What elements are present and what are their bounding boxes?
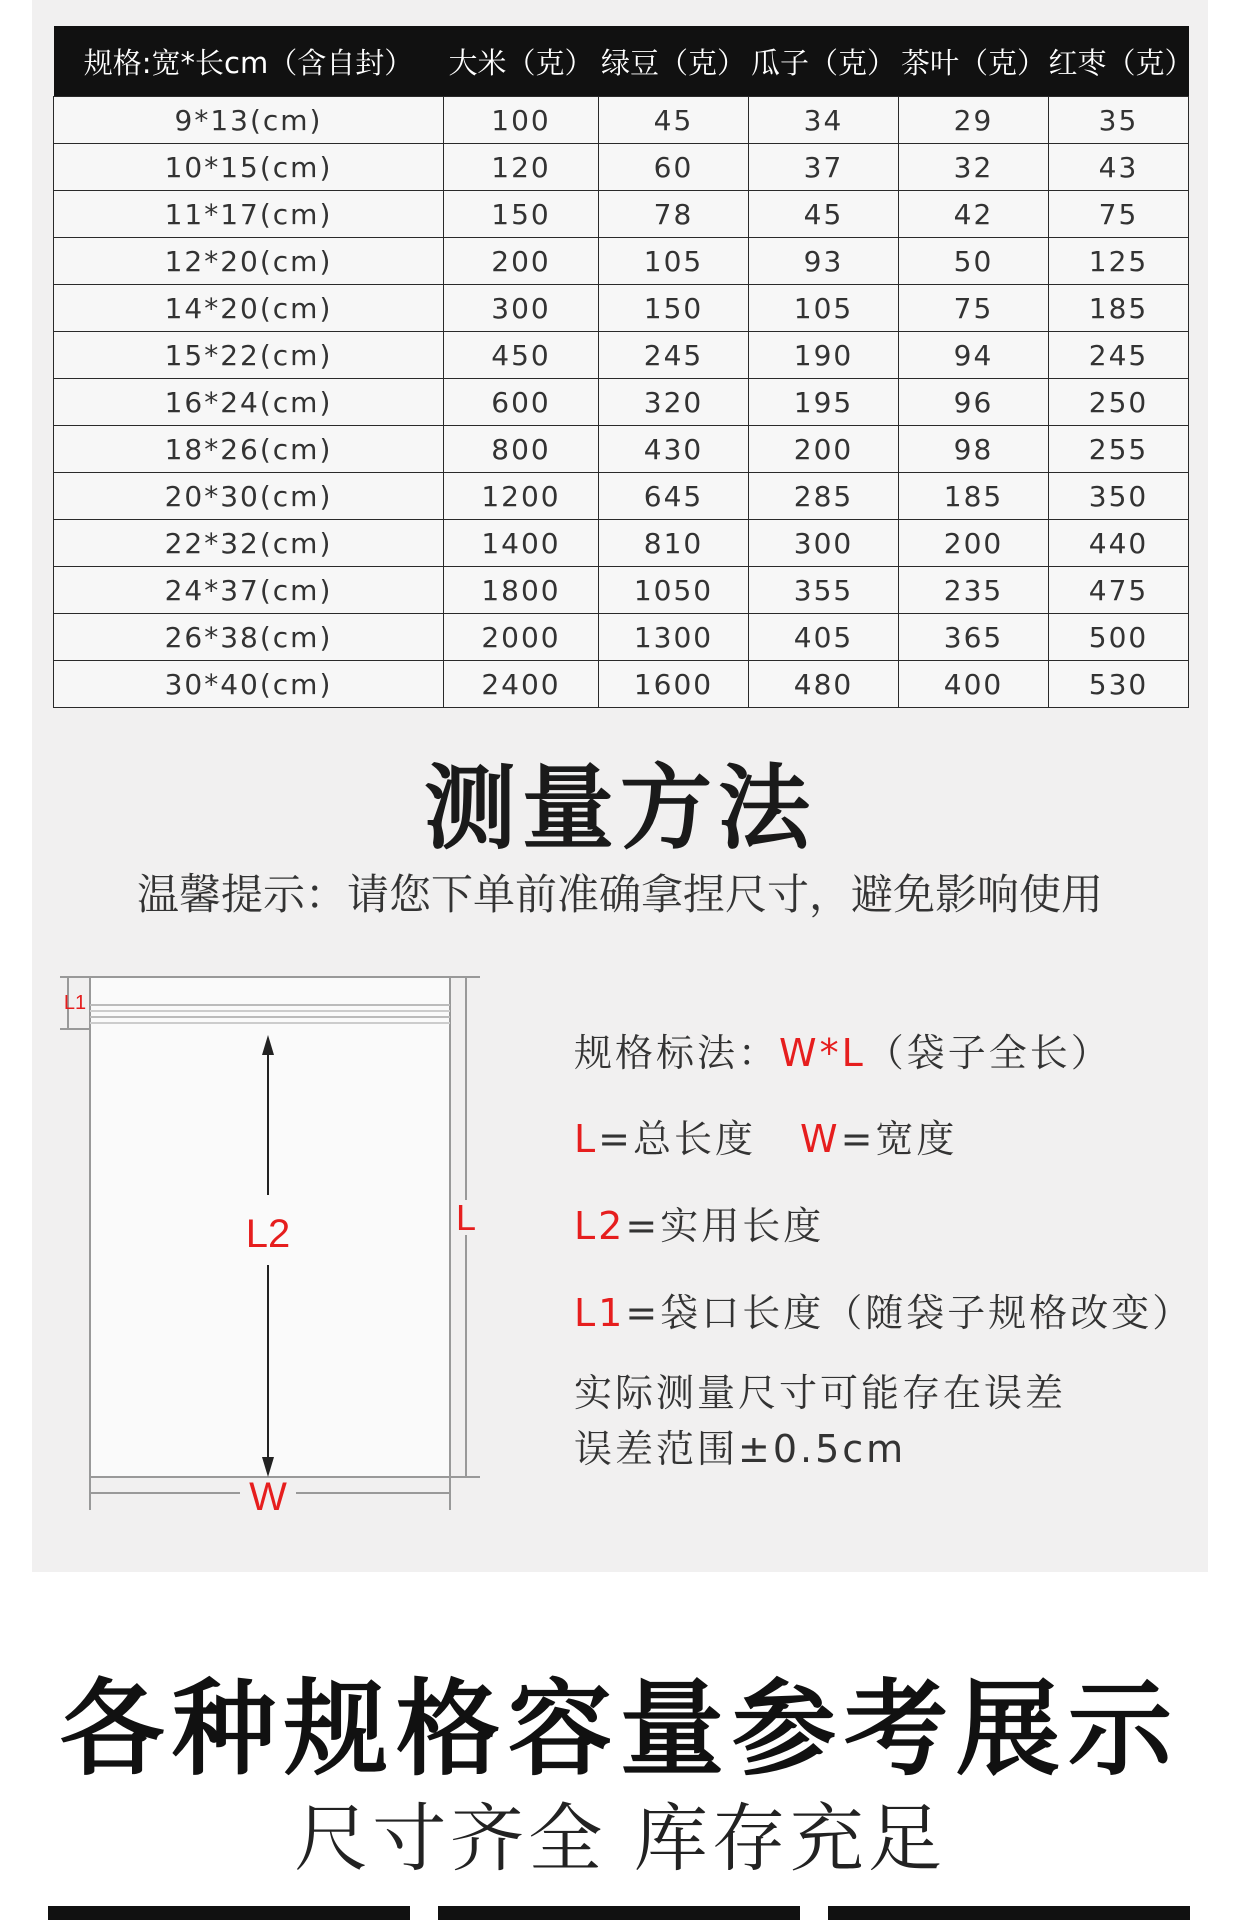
table-cell: 75 <box>899 285 1049 332</box>
table-cell: 440 <box>1049 520 1189 567</box>
l2-symbol: L2 <box>574 1204 626 1248</box>
table-cell: 245 <box>1049 332 1189 379</box>
table-cell: 30*40(cm) <box>54 661 444 708</box>
table-row <box>54 238 1189 285</box>
table-cell: 600 <box>444 379 599 426</box>
table-cell: 365 <box>899 614 1049 661</box>
measure-title: 测量方法 <box>423 755 816 862</box>
table-cell: 22*32(cm) <box>54 520 444 567</box>
table-cell: 12*20(cm) <box>54 238 444 285</box>
table-cell: 350 <box>1049 473 1189 520</box>
table-row <box>54 332 1189 379</box>
header-size: 规格:宽*长cm（含自封） <box>54 26 444 97</box>
length-width-line <box>574 1108 957 1163</box>
table-cell: 35 <box>1049 97 1189 144</box>
table-cell: 320 <box>599 379 749 426</box>
table-cell: 1600 <box>599 661 749 708</box>
l1-symbol: L1 <box>574 1291 626 1335</box>
table-cell: 190 <box>749 332 899 379</box>
error-note: 实际测量尺寸可能存在误差 <box>574 1371 1067 1415</box>
table-cell: 18*26(cm) <box>54 426 444 473</box>
table-cell: 105 <box>749 285 899 332</box>
table-cell: 96 <box>899 379 1049 426</box>
table-cell: 475 <box>1049 567 1189 614</box>
table-cell: 255 <box>1049 426 1189 473</box>
table-cell: 45 <box>749 191 899 238</box>
table-cell: 250 <box>1049 379 1189 426</box>
opening-length-text: =袋口长度（随袋子规格改变） <box>625 1291 1194 1335</box>
l1-label: L1 <box>63 992 87 1014</box>
table-row <box>54 614 1189 661</box>
table-cell: 45 <box>599 97 749 144</box>
table-cell: 10*15(cm) <box>54 144 444 191</box>
table-row <box>54 473 1189 520</box>
measure-tip: 温馨提示：请您下单前准确拿捏尺寸，避免影响使用 <box>136 870 1103 919</box>
spec-notation-line <box>574 1022 1112 1077</box>
header-seeds: 瓜子（克） <box>749 26 899 97</box>
table-cell: 300 <box>749 520 899 567</box>
table-cell: 16*24(cm) <box>54 379 444 426</box>
table-cell: 78 <box>599 191 749 238</box>
table-cell: 43 <box>1049 144 1189 191</box>
table-cell: 235 <box>899 567 1049 614</box>
header-mung-bean: 绿豆（克） <box>599 26 749 97</box>
table-cell: 1400 <box>444 520 599 567</box>
table-cell: 11*17(cm) <box>54 191 444 238</box>
table-cell: 150 <box>444 191 599 238</box>
table-cell: 15*22(cm) <box>54 332 444 379</box>
table-cell: 105 <box>599 238 749 285</box>
table-cell: 120 <box>444 144 599 191</box>
table-cell: 405 <box>749 614 899 661</box>
table-cell: 94 <box>899 332 1049 379</box>
spec-notation-formula: W*L <box>779 1031 866 1075</box>
table-cell: 400 <box>899 661 1049 708</box>
table-cell: 810 <box>599 520 749 567</box>
total-length-text: =总长度 <box>598 1117 757 1161</box>
table-cell: 645 <box>599 473 749 520</box>
table-cell: 125 <box>1049 238 1189 285</box>
table-cell: 93 <box>749 238 899 285</box>
table-row <box>54 661 1189 708</box>
table-cell: 200 <box>899 520 1049 567</box>
width-text: =宽度 <box>840 1117 958 1161</box>
table-cell: 9*13(cm) <box>54 97 444 144</box>
table-cell: 34 <box>749 97 899 144</box>
table-cell: 500 <box>1049 614 1189 661</box>
table-cell: 185 <box>899 473 1049 520</box>
table-cell: 75 <box>1049 191 1189 238</box>
table-row <box>54 97 1189 144</box>
table-cell: 1200 <box>444 473 599 520</box>
table-header-row <box>54 26 1189 97</box>
usable-length-text: =实用长度 <box>625 1204 825 1248</box>
table-cell: 24*37(cm) <box>54 567 444 614</box>
table-cell: 245 <box>599 332 749 379</box>
table-row <box>54 520 1189 567</box>
table-cell: 98 <box>899 426 1049 473</box>
w-label: W <box>249 1475 287 1519</box>
opening-length-line <box>574 1282 1193 1337</box>
header-tea: 茶叶（克） <box>899 26 1049 97</box>
l-symbol: L <box>574 1117 599 1161</box>
table-cell: 480 <box>749 661 899 708</box>
table-row <box>54 285 1189 332</box>
table-cell: 300 <box>444 285 599 332</box>
table-cell: 37 <box>749 144 899 191</box>
table-body <box>54 97 1189 708</box>
table-cell: 2400 <box>444 661 599 708</box>
table-cell: 450 <box>444 332 599 379</box>
table-cell: 1800 <box>444 567 599 614</box>
table-cell: 355 <box>749 567 899 614</box>
w-symbol: W <box>800 1117 841 1161</box>
table-row <box>54 426 1189 473</box>
table-cell: 50 <box>899 238 1049 285</box>
table-cell: 100 <box>444 97 599 144</box>
table-cell: 150 <box>599 285 749 332</box>
capacity-spec-table <box>53 26 1194 708</box>
image-strip-top-3 <box>828 1906 1190 1920</box>
capacity-subtitle: 尺寸齐全 库存充足 <box>294 1796 946 1882</box>
bag-diagram <box>50 965 490 1525</box>
table-cell: 530 <box>1049 661 1189 708</box>
table-cell: 200 <box>749 426 899 473</box>
header-jujube: 红枣（克） <box>1049 26 1189 97</box>
spec-notation-suffix: （袋子全长） <box>865 1031 1112 1075</box>
header-rice: 大米（克） <box>444 26 599 97</box>
table-row <box>54 144 1189 191</box>
table-cell: 1300 <box>599 614 749 661</box>
spec-notation-prefix: 规格标法： <box>574 1031 780 1075</box>
table-cell: 26*38(cm) <box>54 614 444 661</box>
capacity-title: 各种规格容量参考展示 <box>59 1668 1180 1790</box>
l-label: L <box>455 1197 477 1238</box>
table-row <box>54 567 1189 614</box>
table-cell: 42 <box>899 191 1049 238</box>
image-strip-top-2 <box>438 1906 800 1920</box>
image-strip-top-1 <box>48 1906 410 1920</box>
table-cell: 1050 <box>599 567 749 614</box>
table-row <box>54 379 1189 426</box>
table-cell: 2000 <box>444 614 599 661</box>
error-range: 误差范围±0.5cm <box>574 1427 907 1471</box>
l2-label: L2 <box>245 1212 291 1256</box>
table-cell: 29 <box>899 97 1049 144</box>
table-cell: 60 <box>599 144 749 191</box>
table-row <box>54 191 1189 238</box>
table-cell: 20*30(cm) <box>54 473 444 520</box>
table-cell: 800 <box>444 426 599 473</box>
usable-length-line <box>574 1195 824 1250</box>
table-cell: 32 <box>899 144 1049 191</box>
table-cell: 195 <box>749 379 899 426</box>
table-cell: 430 <box>599 426 749 473</box>
table-cell: 14*20(cm) <box>54 285 444 332</box>
table-cell: 285 <box>749 473 899 520</box>
table-cell: 185 <box>1049 285 1189 332</box>
table-cell: 200 <box>444 238 599 285</box>
